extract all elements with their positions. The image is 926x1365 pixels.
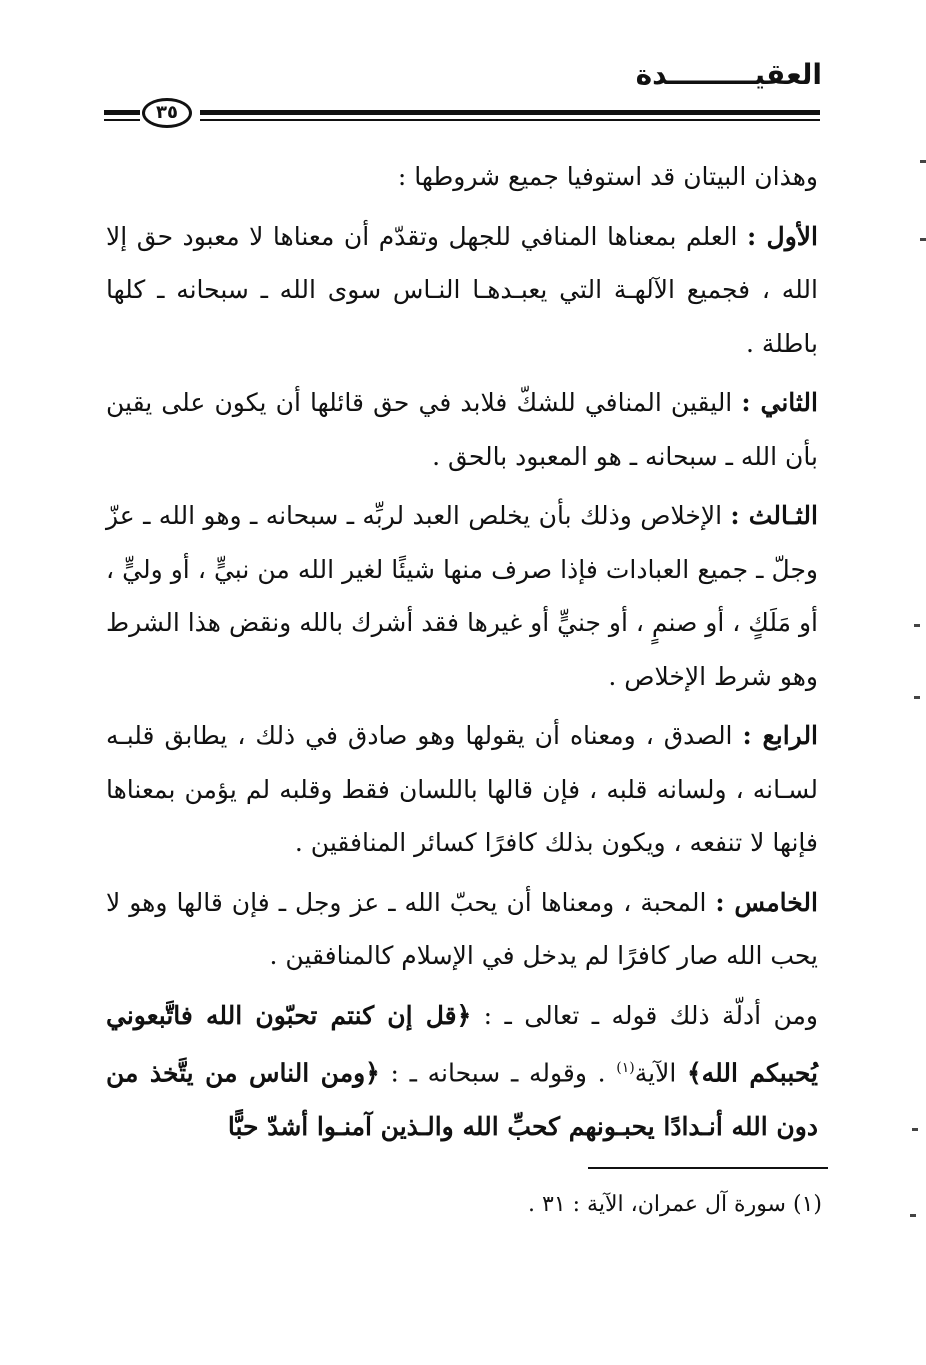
margin-mark: [914, 624, 920, 627]
condition-keyword: الثاني :: [741, 388, 818, 417]
header-rule-thin-line: [200, 119, 820, 121]
margin-mark: [914, 696, 920, 699]
margin-mark: [920, 160, 926, 163]
paragraph-intro: [106, 150, 818, 204]
body-text: [106, 150, 818, 1159]
condition-keyword: الخامس :: [715, 887, 818, 917]
paragraph-text: العلم بمعناها المنافي للجهل وتقدّم أن معناها لا معبود حق إلا الله ، فجميع الآلهـة التي يعبـدهـا النـاس سوى الله ـ سبحانه ـ كلها باطلة .: [106, 221, 818, 358]
margin-mark: [912, 1128, 918, 1131]
condition-keyword: الرابع :: [742, 721, 819, 750]
footnote-reference: (١): [616, 1060, 635, 1076]
condition-keyword: الثـالث :: [730, 501, 818, 530]
paragraph-text: الصدق ، ومعناه أن يقولها وهو صادق في ذلك ، يطابق قلبـه لسـانه ، ولسانه قلبه ، فإن قالها باللسان فقط وقلبه لم يؤمن بمعناها فإنها لا تنفعه ، ويكون بذلك كافرًا كسائر المنافقين .: [106, 721, 818, 857]
quran-verse-1: ﴿قل إن كنتم تحبّون الله فاتَّبعوني يُحببكم الله﴾: [106, 1000, 818, 1088]
header-rule: [104, 104, 820, 126]
paragraph-fifth-condition: [106, 876, 818, 983]
paragraph-text: المحبة ، ومعناها أن يحبّ الله ـ عز وجل ـ فإن قالها وهو لا يحب الله صار كافرًا لم يدخل في الإسلام كالمنافقين .: [106, 887, 818, 970]
paragraph-fourth-condition: [106, 709, 818, 870]
paragraph-text: الإخلاص وذلك بأن يخلص العبد لربِّه ـ سبحانه ـ وهو الله ـ عزّ وجلّ ـ جميع العبادات فإذا صرف منها شيئًا لغير الله من نبيٍّ ، أو وليٍّ ، أو مَلَكٍ ، أو صنمٍ ، أو جنيٍّ أو غيرها فقد أشرك بالله ونقض هذا الشرط وهو شرط الإخلاص .: [106, 501, 819, 691]
quran-verse-2: ﴿ومن الناس من يتَّخذ من دون الله أنـدادًا يحبـونهم كحبِّ الله والـذين آمنـوا أشدّ حبًّا: [106, 1058, 818, 1141]
paragraph-second-condition: [106, 376, 818, 483]
paragraph-third-condition: [106, 489, 818, 703]
header-rule-left-thin-line: [104, 119, 140, 121]
running-header-title: العقيـــــــــدة: [635, 58, 822, 91]
footnote: (١) سورة آل عمران، الآية : ٣١ .: [528, 1192, 822, 1217]
page-number-badge: ٣٥: [142, 98, 192, 128]
header-rule-thick-line: [200, 110, 820, 115]
footnote-separator: [588, 1167, 828, 1169]
margin-mark: [920, 238, 926, 241]
paragraph-evidence: [106, 989, 818, 1154]
paragraph-text: اليقين المنافي للشكّ فلابد في حق قائلها أن يكون على يقين بأن الله ـ سبحانه ـ هو المعبود بالحق .: [106, 388, 818, 471]
paragraph-text: وهذان البيتان قد استوفيا جميع شروطها :: [397, 162, 818, 191]
paragraph-first-condition: [106, 210, 818, 371]
evidence-intro: ومن أدلّة ذلك قوله ـ تعالى ـ :: [471, 1000, 818, 1030]
evidence-connector: . وقوله ـ سبحانه ـ :: [379, 1058, 617, 1088]
margin-mark: [910, 1214, 916, 1217]
verse-1-suffix: الآية: [634, 1058, 688, 1088]
header-rule-left-thick-line: [104, 110, 140, 115]
condition-keyword: الأول :: [747, 221, 819, 251]
